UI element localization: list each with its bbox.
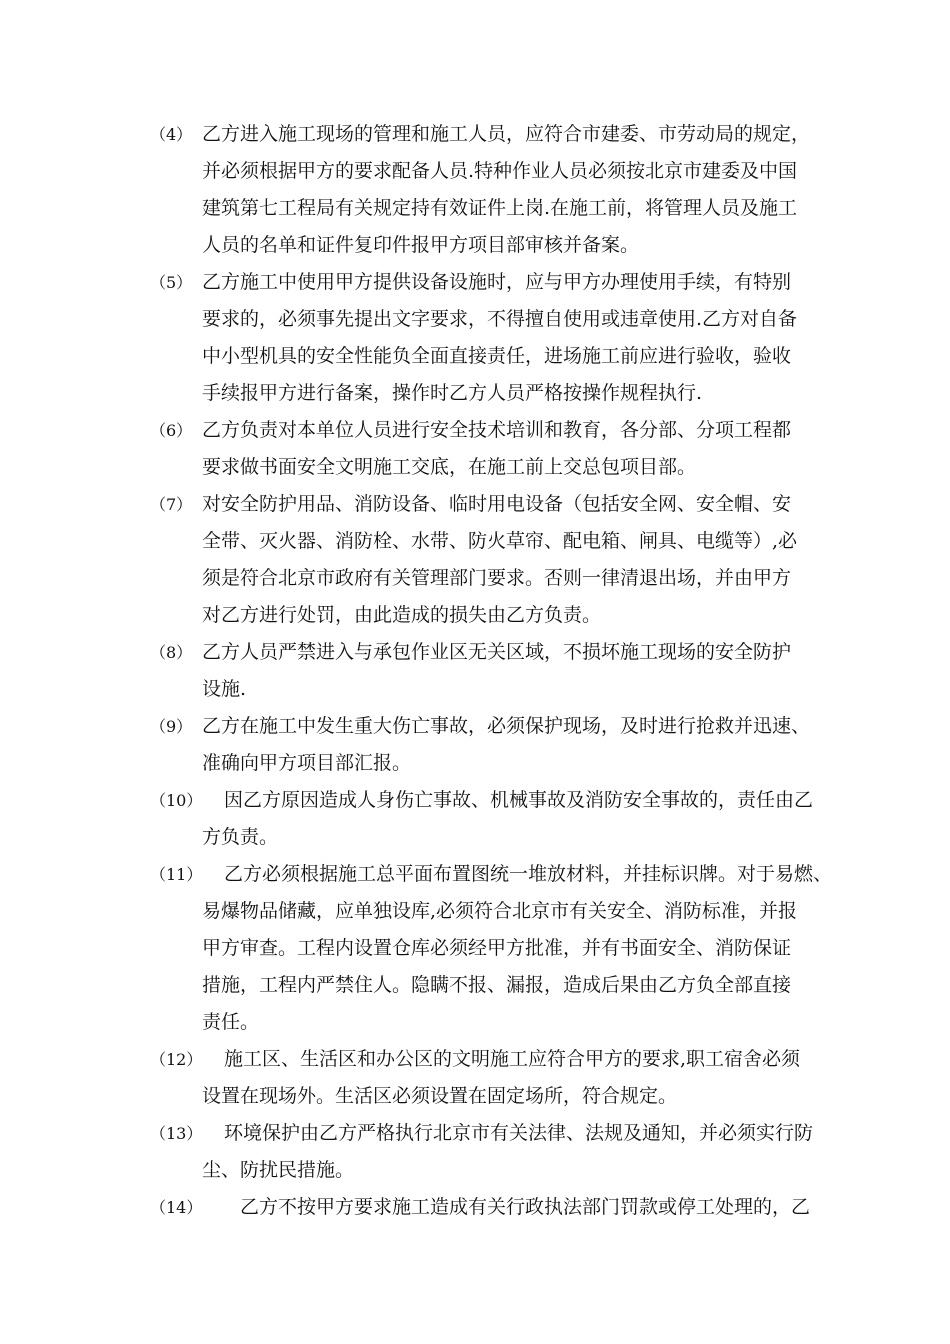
text-line: 乙方负责对本单位人员进行安全技术培训和教育，各分部、分项工程都 bbox=[202, 419, 792, 441]
clause-text bbox=[202, 634, 820, 708]
text-line: 手续报甲方进行备案，操作时乙方人员严格按操作规程执行. bbox=[202, 382, 703, 404]
clause-text bbox=[202, 116, 820, 264]
clause-12 bbox=[150, 1041, 820, 1115]
clause-number: （9） bbox=[150, 717, 193, 736]
text-line: 乙方人员严禁进入与承包作业区无关区域，不损坏施工现场的安全防护 bbox=[202, 641, 792, 663]
clause-4 bbox=[150, 116, 820, 264]
clause-7 bbox=[150, 486, 820, 634]
clause-11 bbox=[150, 856, 833, 1041]
text-line: 中小型机具的安全性能负全面直接责任，进场施工前应进行验收，验收 bbox=[202, 345, 792, 367]
text-line: 对乙方进行处罚，由此造成的损失由乙方负责。 bbox=[202, 604, 602, 626]
clause-14 bbox=[150, 1189, 820, 1226]
text-line: 乙方必须根据施工总平面布置图统一堆放材料，并挂标识牌。对于易燃、 bbox=[224, 863, 833, 885]
clause-6 bbox=[150, 412, 820, 486]
text-line: 设置在现场外。生活区必须设置在固定场所，符合规定。 bbox=[202, 1085, 678, 1107]
clause-5 bbox=[150, 264, 820, 412]
text-line: 对安全防护用品、消防设备、临时用电设备（包括安全网、安全帽、安 bbox=[202, 493, 792, 515]
text-line: 乙方施工中使用甲方提供设备设施时，应与甲方办理使用手续，有特别 bbox=[202, 271, 792, 293]
clause-number: （7） bbox=[150, 495, 193, 514]
clause-number: （6） bbox=[150, 421, 193, 440]
text-line: 乙方进入施工现场的管理和施工人员，应符合市建委、市劳动局的规定， bbox=[202, 123, 811, 145]
clause-9 bbox=[150, 708, 820, 782]
clause-number: （14） bbox=[150, 1198, 203, 1217]
clause-8 bbox=[150, 634, 820, 708]
text-line: 责任。 bbox=[202, 1011, 260, 1033]
text-line: 易爆物品储藏，应单独设库,必须符合北京市有关安全、消防标准，并报 bbox=[202, 900, 798, 922]
text-line: 建筑第七工程局有关规定持有效证件上岗.在施工前，将管理人员及施工 bbox=[202, 197, 798, 219]
clause-number: （4） bbox=[150, 125, 193, 144]
text-line: 人员的名单和证件复印件报甲方项目部审核并备案。 bbox=[202, 234, 640, 256]
clause-10 bbox=[150, 782, 820, 856]
clause-text bbox=[202, 486, 820, 634]
clause-number: （5） bbox=[150, 273, 193, 292]
clause-13 bbox=[150, 1115, 820, 1189]
text-line: 要求做书面安全文明施工交底，在施工前上交总包项目部。 bbox=[202, 456, 697, 478]
text-line: 要求的，必须事先提出文字要求，不得擅自使用或违章使用.乙方对自备 bbox=[202, 308, 798, 330]
text-line: 环境保护由乙方严格执行北京市有关法律、法规及通知，并必须实行防 bbox=[224, 1122, 814, 1144]
text-line: 施工区、生活区和办公区的文明施工应符合甲方的要求,职工宿舍必须 bbox=[224, 1048, 801, 1070]
text-line: 甲方审查。工程内设置仓库必须经甲方批准，并有书面安全、消防保证 bbox=[202, 937, 792, 959]
clause-number: （11） bbox=[150, 865, 203, 884]
text-line: 并必须根据甲方的要求配备人员.特种作业人员必须按北京市建委及中国 bbox=[202, 160, 798, 182]
text-line: 全带、灭火器、消防栓、水带、防火草帘、配电箱、闸具、电缆等）,必 bbox=[202, 530, 798, 552]
clause-text bbox=[202, 412, 820, 486]
clause-number: （13） bbox=[150, 1124, 203, 1143]
clause-text bbox=[202, 1115, 820, 1189]
clause-number: （12） bbox=[150, 1050, 203, 1069]
clause-text bbox=[202, 856, 833, 1041]
text-line: 乙方不按甲方要求施工造成有关行政执法部门罚款或停工处理的，乙 bbox=[240, 1196, 811, 1218]
text-line: 措施，工程内严禁住人。隐瞒不报、漏报，造成后果由乙方负全部直接 bbox=[202, 974, 792, 996]
clause-text bbox=[202, 782, 820, 856]
text-line: 准确向甲方项目部汇报。 bbox=[202, 752, 412, 774]
clause-number: （10） bbox=[150, 791, 203, 810]
clause-text bbox=[202, 1041, 820, 1115]
clause-number: （8） bbox=[150, 643, 193, 662]
text-line: 须是符合北京市政府有关管理部门要求。否则一律清退出场，并由甲方 bbox=[202, 567, 792, 589]
clause-text bbox=[202, 1189, 820, 1226]
clause-text bbox=[202, 264, 820, 412]
clause-text bbox=[202, 708, 820, 782]
text-line: 方负责。 bbox=[202, 826, 279, 848]
text-line: 乙方在施工中发生重大伤亡事故，必须保护现场，及时进行抢救并迅速、 bbox=[202, 715, 811, 737]
text-line: 因乙方原因造成人身伤亡事故、机械事故及消防安全事故的，责任由乙 bbox=[224, 789, 814, 811]
text-line: 尘、防扰民措施。 bbox=[202, 1159, 355, 1181]
text-line: 设施. bbox=[202, 678, 247, 700]
